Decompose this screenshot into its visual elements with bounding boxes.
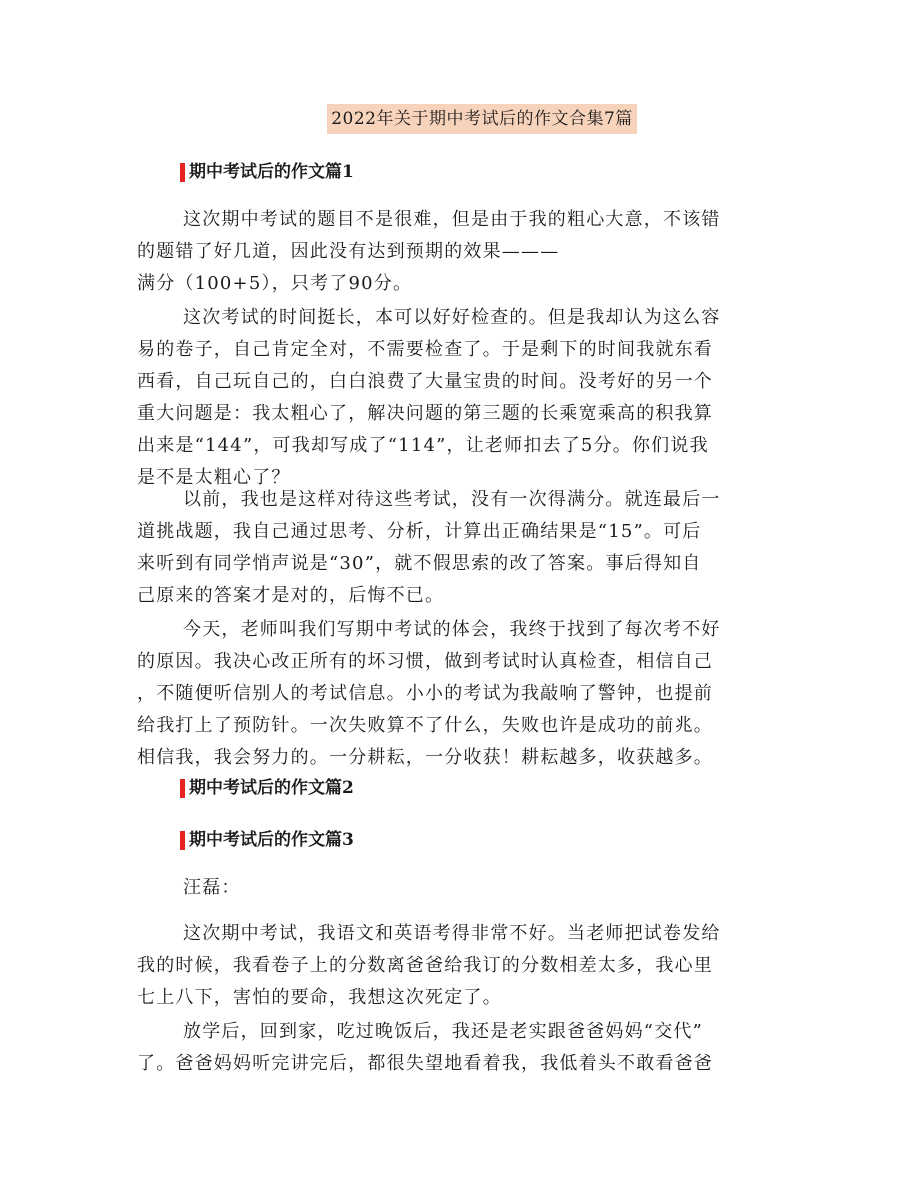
section-heading-text: 期中考试后的作文篇3 xyxy=(189,830,354,850)
paragraph-line: 的题错了好几道，因此没有达到预期的效果——— xyxy=(137,241,560,262)
paragraph xyxy=(137,1016,773,1080)
paragraph-line: 放学后，回到家，吃过晚饭后，我还是老实跟爸爸妈妈“交代” xyxy=(183,1021,704,1042)
document-title: 2022年关于期中考试后的作文合集7篇 xyxy=(327,104,637,134)
paragraph-line: 今天，老师叫我们写期中考试的体会，我终于找到了每次考不好 xyxy=(183,619,721,640)
heading-marker xyxy=(180,163,185,182)
paragraph-line: 相信我，我会努力的。一分耕耘，一分收获！耕耘越多，收获越多。 xyxy=(137,747,713,768)
paragraph-line: 易的卷子，自己肯定全对，不需要检查了。于是剩下的时间我就东看 xyxy=(137,339,713,360)
paragraph-line: 七上八下，害怕的要命，我想这次死定了。 xyxy=(137,987,502,1008)
paragraph xyxy=(137,484,773,612)
document-title-container xyxy=(0,104,920,134)
section-heading-2 xyxy=(180,775,354,801)
section-heading-text: 期中考试后的作文篇1 xyxy=(189,162,354,182)
paragraph xyxy=(137,872,773,904)
heading-marker xyxy=(180,779,185,798)
paragraph-line: 以前，我也是这样对待这些考试，没有一次得满分。就连最后一 xyxy=(183,489,721,510)
paragraph xyxy=(137,204,773,300)
paragraph-line: 出来是“144”，可我却写成了“114”，让老师扣去了5分。你们说我 xyxy=(137,435,709,456)
paragraph xyxy=(137,918,773,1014)
heading-marker xyxy=(180,831,185,850)
paragraph-line: 重大问题是：我太粗心了，解决问题的第三题的长乘宽乘高的积我算 xyxy=(137,403,713,424)
paragraph-line: 西看，自己玩自己的，白白浪费了大量宝贵的时间。没考好的另一个 xyxy=(137,371,713,392)
paragraph-line: 这次期中考试，我语文和英语考得非常不好。当老师把试卷发给 xyxy=(183,923,721,944)
paragraph-line: 来听到有同学悄声说是“30”，就不假思索的改了答案。事后得知自 xyxy=(137,553,702,574)
paragraph-line: 的原因。我决心改正所有的坏习惯，做到考试时认真检查，相信自己 xyxy=(137,651,713,672)
section-heading-text: 期中考试后的作文篇2 xyxy=(189,778,354,798)
paragraph-line: 我的时候，我看卷子上的分数离爸爸给我订的分数相差太多，我心里 xyxy=(137,955,713,976)
section-heading-3 xyxy=(180,827,354,853)
paragraph-line: 这次考试的时间挺长，本可以好好检查的。但是我却认为这么容 xyxy=(183,307,721,328)
paragraph-line: 汪磊： xyxy=(183,877,241,898)
paragraph-line: 己原来的答案才是对的，后悔不已。 xyxy=(137,585,445,606)
paragraph-line: 是不是太粗心了？ xyxy=(137,467,291,488)
paragraph xyxy=(137,302,773,494)
paragraph-line: 满分（100+5），只考了90分。 xyxy=(137,273,413,294)
paragraph-line: 道挑战题，我自己通过思考、分析，计算出正确结果是“15”。可后 xyxy=(137,521,702,542)
paragraph-line: ，不随便听信别人的考试信息。小小的考试为我敲响了警钟，也提前 xyxy=(137,683,713,704)
paragraph-line: 给我打上了预防针。一次失败算不了什么，失败也许是成功的前兆。 xyxy=(137,715,713,736)
paragraph xyxy=(137,614,773,774)
section-heading-1 xyxy=(180,159,354,185)
paragraph-line: 这次期中考试的题目不是很难，但是由于我的粗心大意，不该错 xyxy=(183,209,721,230)
paragraph-line: 了。爸爸妈妈听完讲完后，都很失望地看着我，我低着头不敢看爸爸 xyxy=(137,1053,713,1074)
